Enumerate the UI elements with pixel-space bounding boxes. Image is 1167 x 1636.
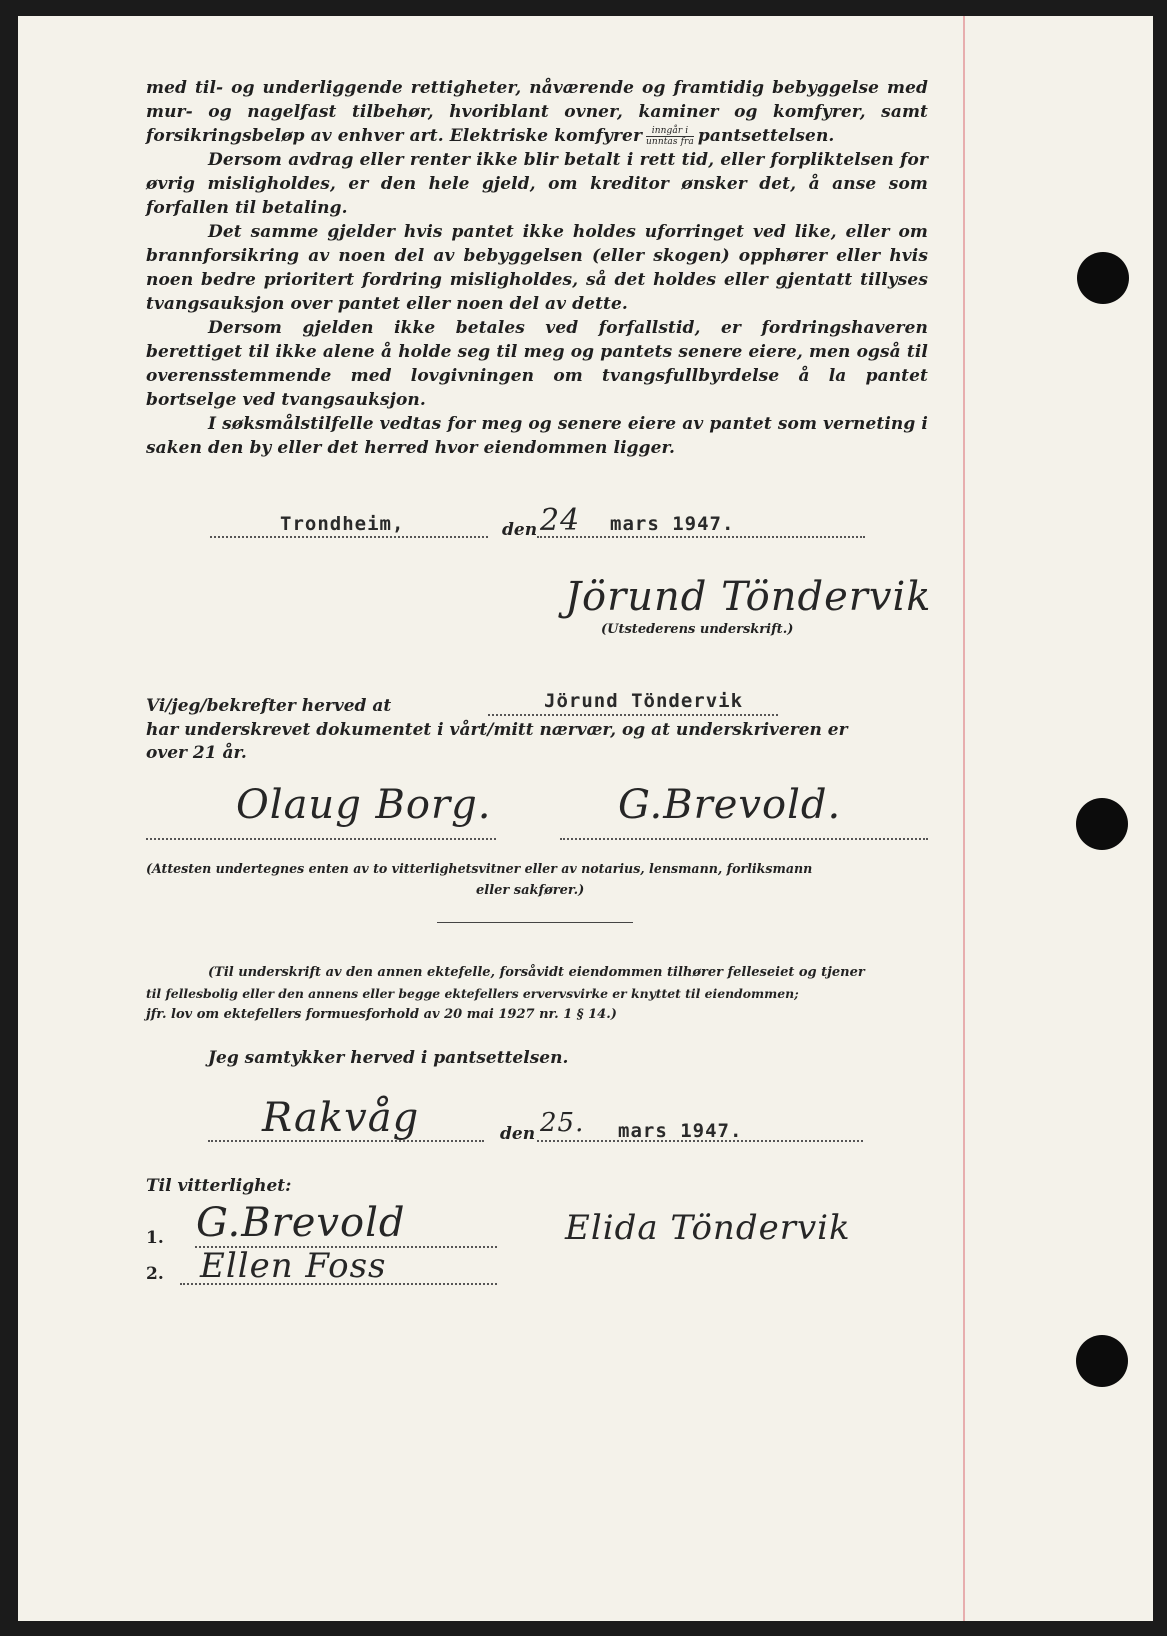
witness-1-dotted-line — [146, 838, 496, 840]
witness-1-signature: Olaug Borg. — [236, 782, 492, 828]
section-divider — [437, 922, 633, 923]
paragraph-1: med til- og underliggende rettigheter, nåværende og framtidig bebyggelse med mur- og nagelfast tilbehør, hvoriblant ovner, kaminer og komfyrer, samt forsikringsbeløp av enhver art. Elektriske komfyrer $\frac{\text{inngår i}}{\text{unntas fra}}$ pantsettelsen. — [146, 78, 928, 147]
confirmation-line-2: har underskrevet dokumentet i vårt/mitt nærvær, og at underskriveren er — [146, 720, 848, 740]
confirmation-dotted-line — [488, 714, 778, 716]
spouse-note-line-1: (Til underskrift av den annen ektefelle, forsåvidt eiendommen tilhører felleseiet og tjener — [208, 965, 865, 980]
margin-line — [963, 16, 965, 1621]
paragraph-3: Det samme gjelder hvis pantet ikke holdes uforringet ved like, eller om brannforsikring av noen del av bebyggelsen (eller skogen) opphører eller hvis noen bedre prioritert fordring misligholdes, så det holdes eller gjentatt tillyses tvangsauksjon over pantet eller noen del av dette. — [146, 222, 928, 314]
confirmation-name: Jörund Töndervik — [544, 690, 744, 712]
date-dotted-line — [537, 536, 865, 538]
punch-hole-middle — [1076, 798, 1128, 850]
issuer-signature-caption: (Utstederens underskrift.) — [601, 622, 794, 637]
paragraph-2: Dersom avdrag eller renter ikke blir betalt i rett tid, eller forpliktelsen for øvrig misligholdes, er den hele gjeld, om kreditor ønsker det, å anse som forfallen til betaling. — [146, 150, 928, 218]
consent-place-handwritten: Rakvåg — [262, 1095, 420, 1141]
witness-number-1: 1. — [146, 1228, 164, 1248]
consent-den-label: den — [500, 1124, 536, 1144]
consent-month-year: mars 1947. — [618, 1120, 743, 1142]
consent-text: Jeg samtykker herved i pantsettelsen. — [208, 1048, 569, 1068]
til-vitterlighet-label: Til vitterlighet: — [146, 1176, 292, 1196]
paragraph-5: I søksmålstilfelle vedtas for meg og senere eiere av pantet som verneting i saken den by eller det herred hvor eiendommen ligger. — [146, 414, 928, 458]
spouse-signature: Elida Töndervik — [565, 1208, 851, 1248]
witness-signature-1: G.Brevold — [196, 1200, 406, 1246]
confirmation-line-3: over 21 år. — [146, 743, 247, 763]
date-month-year: mars 1947. — [610, 513, 735, 535]
witness-2-dotted-line — [560, 838, 928, 840]
mortgage-terms-text — [146, 76, 928, 460]
issuer-signature: Jörund Töndervik — [565, 574, 932, 620]
den-label: den — [502, 520, 538, 540]
fraction-choice: $\frac{\text{inngår i}}{\text{unntas fra}}$ — [646, 126, 694, 147]
spouse-note-line-3: jfr. lov om ektefellers formuesforhold av 20 mai 1927 nr. 1 § 14.) — [146, 1007, 617, 1022]
place-dotted-line — [210, 536, 488, 538]
spouse-note-line-2: til fellesbolig eller den annens eller begge ektefellers ervervsvirke er knyttet til eiendommen; — [146, 986, 799, 1001]
witness-signature-2: Ellen Foss — [200, 1246, 387, 1286]
punch-hole-bottom — [1076, 1335, 1128, 1387]
consent-day-handwritten: 25. — [540, 1108, 585, 1138]
place-typed: Trondheim, — [280, 513, 405, 535]
date-day-handwritten: 24 — [540, 503, 581, 538]
attest-note-line-2: eller sakfører.) — [476, 883, 585, 898]
attest-note-line-1: (Attesten undertegnes enten av to vitterlighetsvitner eller av notarius, lensmann, forliksmann — [146, 861, 813, 876]
paragraph-4: Dersom gjelden ikke betales ved forfallstid, er fordringshaveren berettiget til ikke alene å holde seg til meg og pantets senere eiere, men også til overensstemmende med lovgivningen om tvangsfullbyrdelse å la pantet bortselge ved tvangsauksjon. — [146, 318, 928, 410]
punch-hole-top — [1077, 252, 1129, 304]
witness-number-2: 2. — [146, 1264, 164, 1284]
witness-2-signature: G.Brevold. — [618, 782, 842, 828]
confirmation-line-1: Vi/jeg/bekrefter herved at — [146, 696, 392, 716]
